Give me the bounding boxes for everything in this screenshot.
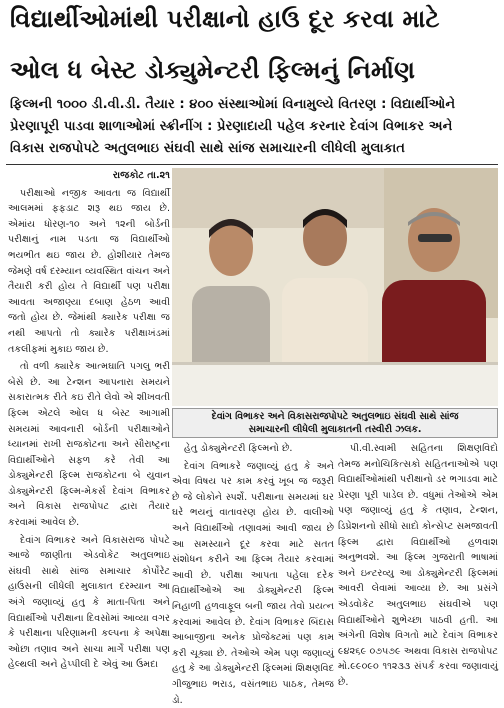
article-column-3 (338, 441, 498, 688)
caption-line-2: સમાચારની લીધેલી મુલાકાતની તસ્વીરી ઝલક. (248, 424, 422, 435)
deck-line-1: ફિલ્મની ૧૦૦૦ ડી.વી.ડી. તૈયાર : ૪૦૦ સંસ્થાઓમાં વિનામુલ્યે વિતરણ : વિદ્યાર્થીઓને (10, 97, 456, 112)
paragraph: દેવાંગ વિભાકર અને વિકાસરાજ પોપટે આજે જાણીતા એડવોકેટ અતુલભાઇ સંઘવી સાથે સાંજ સમાચાર કોર્પોરેટ હાઉસની લીધેલી મુલાકાત દરમ્યાન આ અંગે જણાવ્યું હતુ કે માતા-પિતા અને વિદ્યાર્થીઓ પરીક્ષાના દિવસોમાં આવ્યા વગર કે પરીક્ષાના પરિણામની કલ્પના કે અપેક્ષા ઓછા તણાવ અને સાચા માર્ગે પરીક્ષા પણ હેલ્થલી અને હેપ્પીલી દે એવું આ ઉમદા (8, 534, 170, 671)
article-column-1 (8, 168, 170, 671)
deck-line-2: પ્રેરણાપૂરી પાડવા શાળાઓમાં સ્ક્રીનીંગ : પ્રેરણાદાયી પહેલ કરનાર દેવાંગ વિભાકર અને (10, 119, 453, 134)
paragraph: પી.વી.સ્વામી સહિતના શિક્ષણવિદો તેમજ મનોચિકિત્સકો સહિતનાઓએ પણ વિદ્યાર્થીઓમાંથી પરીક્ષાનો ડર ભગાડવા માટે પ્રેરણા પૂરી પાડેલ છે. વધુમાં તેઓએ એમ પણ જણાવ્યું હતુ કે તણાવ, ટેન્શન, ડિપ્રેશનનો સીધો સાદો કોન્સેપ્ટ સમજાવતી ફિલ્મ દ્વારા વિદ્યાર્થીઓ હળવાશ અનુભવશે. આ ફિલ્મ ગુજરાતી ભાષામાં અને ઇન્ટરવ્યુ આ ડોક્યુમેન્ટરી ફિલ્મમાં આવરી લેવામાં આવ્યા છે. આ પ્રસંગે એડવોકેટ અતુલભાઇ સંઘવીએ પણ વિદ્યાર્થીઓને શુભેચ્છા પાઠવી હતી. આ અંગેની વિશેષ વિગતો માટે દેવાંગ વિભાકર ૯૪૨૬૯ ૦૭૫૭૯ અથવા વિકાસ રાજપોપટ મો.૯૯૦૯૦ ૧૧૨૩૩ સંપર્ક કરવા જણાવાયું છે. (338, 443, 498, 688)
paragraph: પરીક્ષાઓ નજીક આવતા જ વિદ્યાર્થી આલમમાં ફફડાટ શરૂ થઇ જાય છે. એમાંય ધોરણ-૧૦ અને ૧૨ની બોર્ડની પરીક્ષાનું નામ પડતા જ વિદ્યાર્થીઓ ભયભીત થઇ જાય છે. હોશીયાર તેમજ જેમણે વર્ષ દરમ્યાન વ્યવસ્થિત વાંચન અને તૈયારી કરી હોય તે વિદ્યાર્થી પણ પરીક્ષા આવતા અજાણ્યા દબાણ હેઠળ આવી જતો હોય છે. જેમાંથી ક્યારેક પરીક્ષા જ નથી આપતો તો ક્યારેક પરીક્ષાખંડમાં તકલીફમાં મુકાઇ જાય છે. (8, 187, 170, 355)
paragraph: તો વળી ક્યારેક આત્મઘાતિ પગલુ ભરી બેસે છે. આ ટેન્શન આપનારા સમયને સકારાત્મક રીતે કઇ રીતે લેવો એ શીખવતી ફિલ્મ એટલે ઓલ ધ બેસ્ટ આગામી સમયમાં આવનારી બોર્ડની પરીક્ષાઓને ધ્યાનમાં રાખી રાજકોટના અને સૌરાષ્ટ્રના વિદ્યાર્થીઓને સફળ કરે તેવી આ ડોક્યુમેન્ટરી ફિલ્મ રાજકોટના બે યુવાન ડોક્યુમેન્ટરી ફિલ્મ-મેકર્સ દેવાંગ વિભાકર અને વિકાસ રાજપોપટ દ્વારા તૈયાર કરવામાં આવેલ છે. (8, 361, 170, 529)
photo-illustration (172, 168, 498, 406)
dateline: રાજકોટ તા.૨૧ (112, 170, 170, 181)
headline-line-2: ઓલ ધ બેસ્ટ ડોક્યુમેન્ટરી ફિલ્મનું નિર્માણ (10, 56, 416, 84)
deck-line-3: વિકાસ રાજપોપટે અતુલભાઇ સંઘવી સાથે સાંજ સમાચારની લીધેલી મુલાકાત (10, 141, 405, 156)
deck-subheadline (10, 94, 498, 160)
article-column-2 (172, 441, 334, 706)
headline-line-1: વિદ્યાર્થીઓમાંથી પરીક્ષાનો હાઉ દૂર કરવા માટે (10, 5, 440, 33)
paragraph: હેતુ ડોક્યુમેન્ટરી ફિલ્મનો છે. (184, 443, 293, 454)
caption-line-1: દેવાંગ વિભાકર અને વિકાસરાજપોપટે અતુલભાઇ સંઘવી સાથે સાંજ (211, 411, 459, 422)
paragraph: દેવાંગ વિભાકરે જણાવ્યું હતુ કે અને એવા વિષય પર કામ કરવું ખૂબ જ જરૂરી છે જે લોકોને સ્પર્શે. પરીક્ષાના સમયમાં ઘર ઘરે ભયનું વાતાવરણ હોય છે. વાલીઓ અને વિદ્યાર્થીઓ તણાવમાં આવી જાય છે આ સમસ્યાને દૂર કરવા માટે સતત સંશોધન કરીને આ ફિલ્મ તૈયાર કરવામાં આવી છે. પરીક્ષા આપતા પહેલા દરેક વિદ્યાર્થીઓએ આ ડોક્યુમેન્ટરી ફિલ્મ નિહાળી હળવાફૂલ બની જાય તેવો પ્રયત્ન કરવામાં આવેલ છે. દેવાંગ વિભાકર બિંદાસ આબાજીના અનેક પ્રોજેક્ટમાં પણ કામ કરી ચૂક્યા છે. તેઓએ એમ પણ જણાવ્યું હતુ કે આ ડોક્યુમેન્ટરી ફિલ્મમાં શિક્ષણવિદ ગીજુભાઇ ભરાડ, વસંતભાઇ પાઠક, તેમજ ડો. (172, 460, 334, 706)
news-photo (172, 168, 498, 406)
photo-caption (172, 408, 498, 438)
divider-rule (6, 164, 498, 165)
